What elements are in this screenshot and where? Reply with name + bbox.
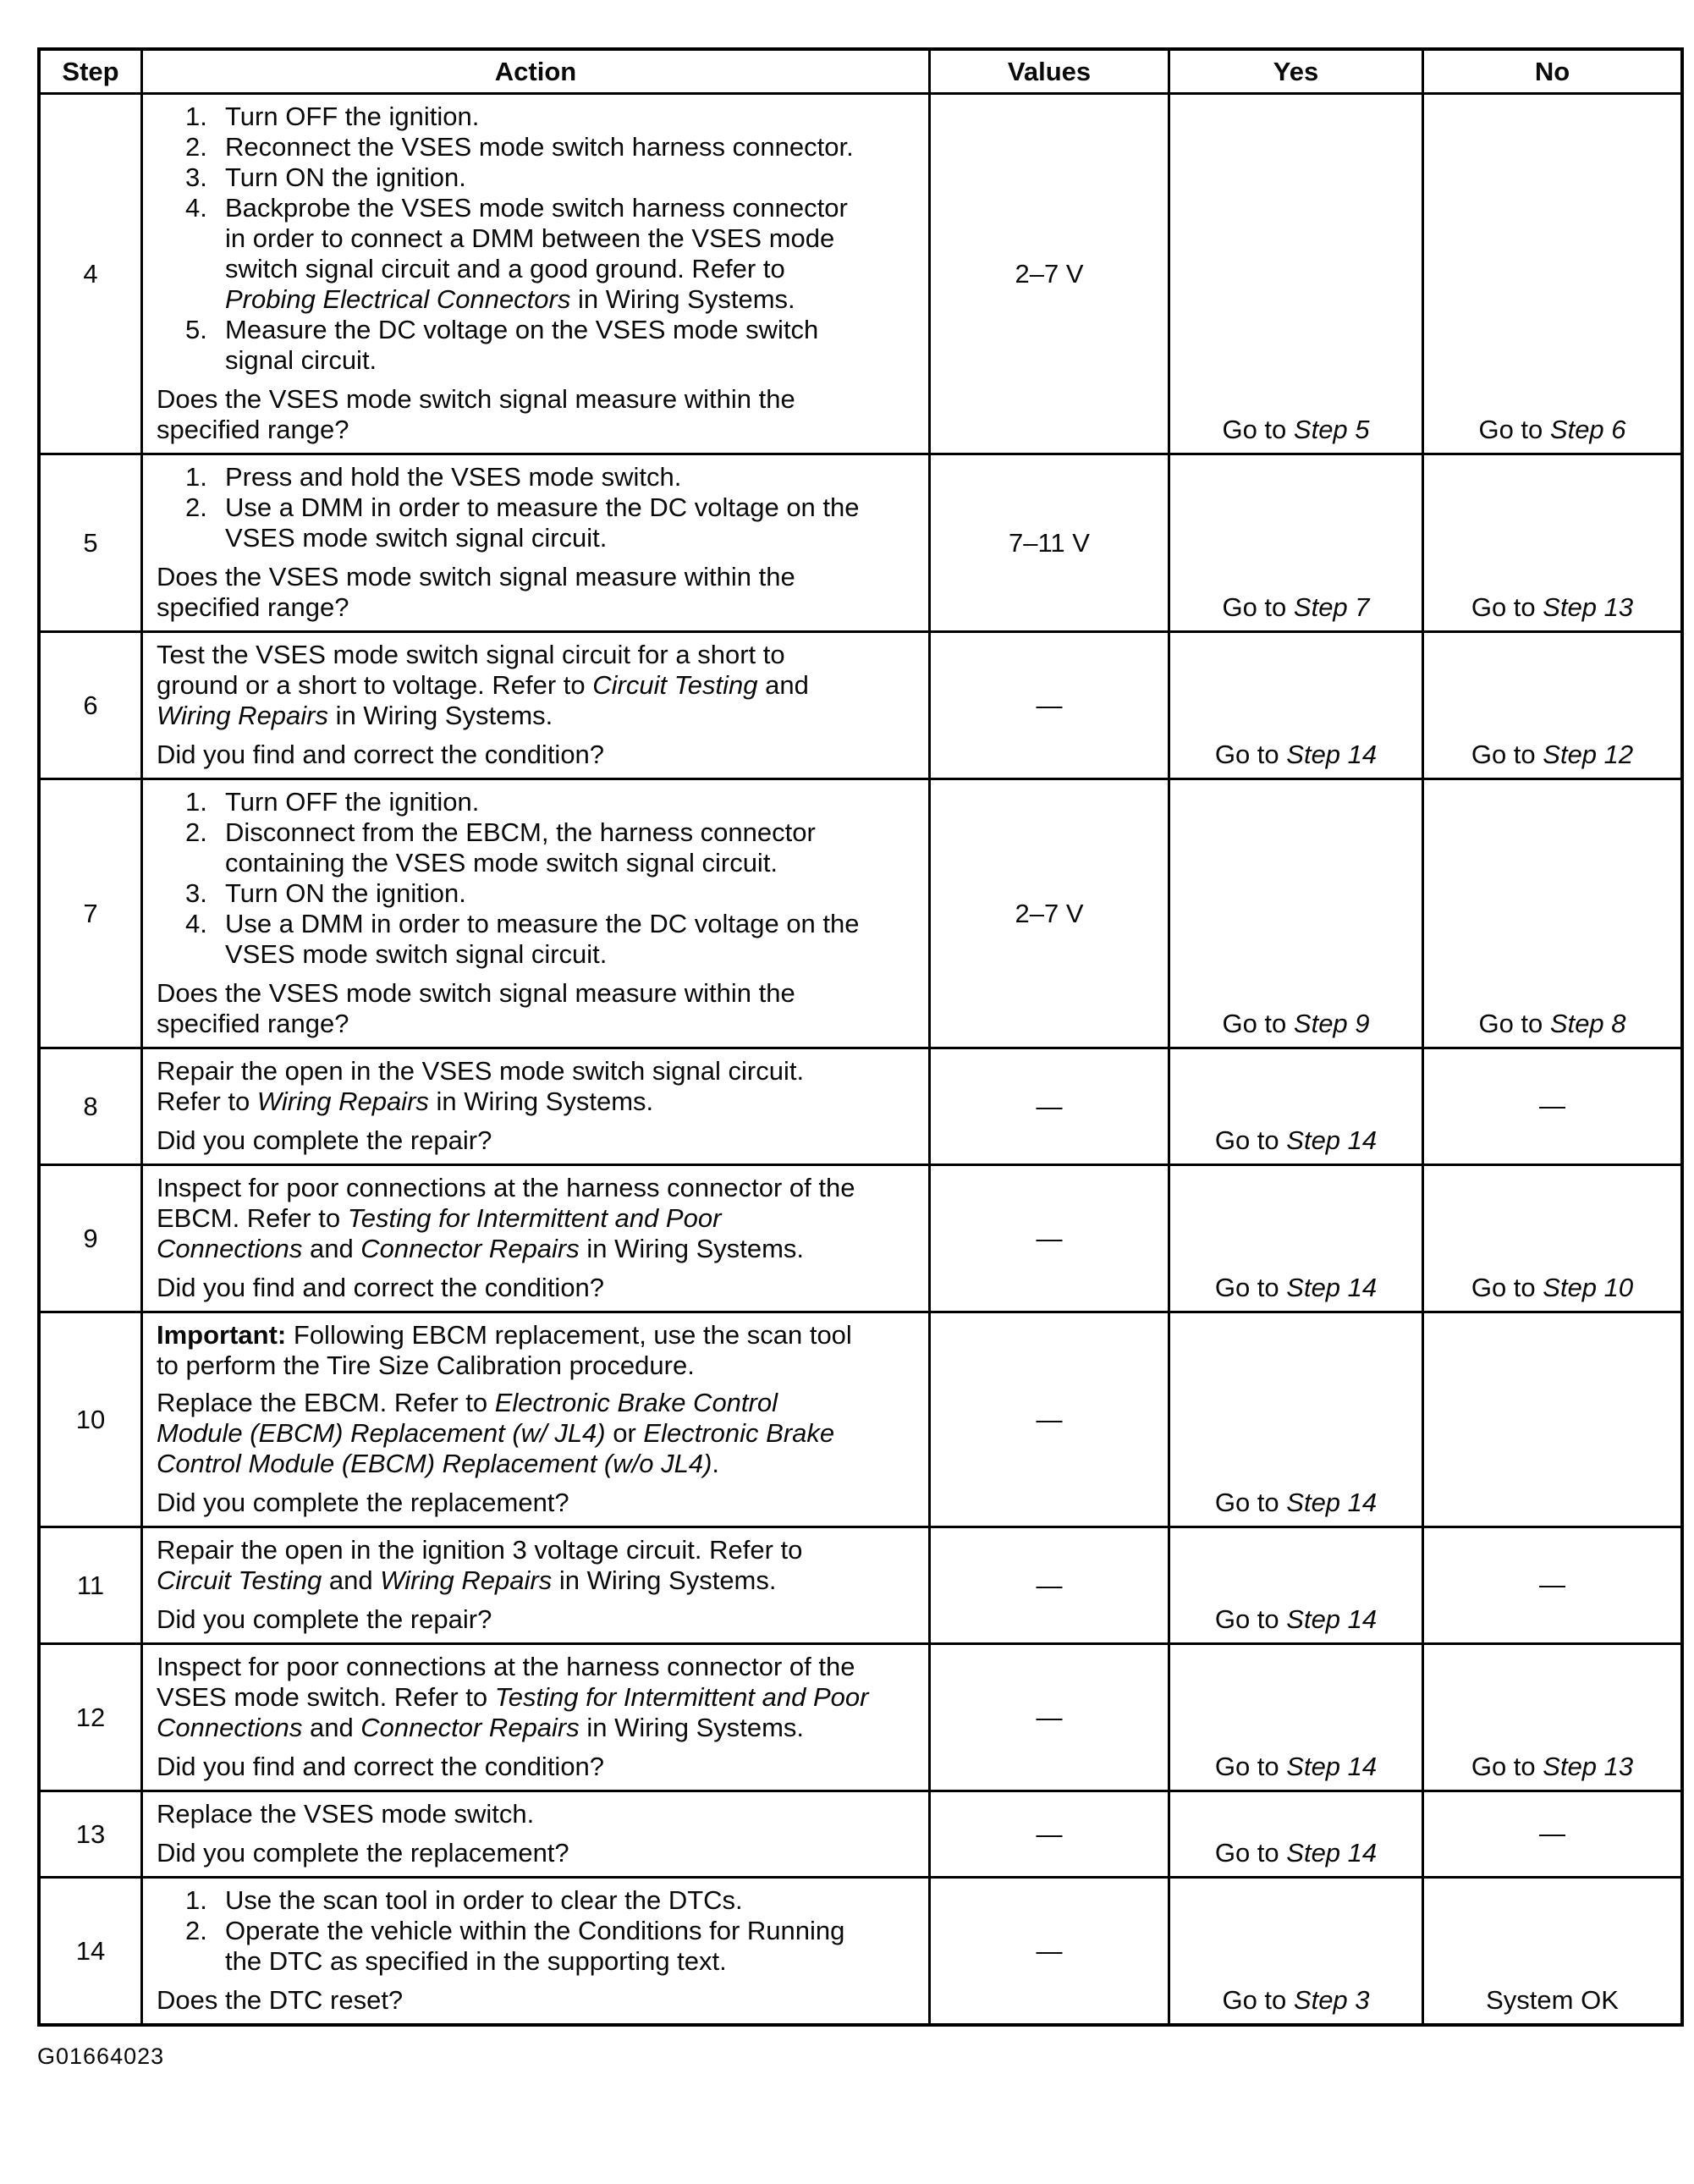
action-list-item — [185, 878, 869, 909]
yes-cell-text — [1222, 415, 1369, 445]
text-segment: Go to — [1214, 1838, 1287, 1868]
list-item-number: 4. — [185, 193, 207, 223]
list-item-text — [225, 132, 869, 162]
question-text — [157, 384, 869, 445]
yes-cell — [1168, 1792, 1422, 1876]
action-cell — [140, 1792, 928, 1876]
action-cell — [140, 1528, 928, 1642]
col-header-step: Step — [62, 57, 119, 86]
step-number: 10 — [75, 1404, 106, 1434]
no-cell — [1422, 1528, 1680, 1642]
text-segment: Disconnect from the EBCM, the harness connector containing the VSES mode switch signal circuit. — [225, 817, 816, 877]
col-header-yes: Yes — [1168, 51, 1422, 92]
text-segment: Did you find and correct the condition? — [157, 1273, 605, 1302]
action-instructions — [157, 1799, 869, 1829]
list-item-text — [225, 1885, 869, 1916]
step-number: 8 — [83, 1091, 98, 1121]
text-segment: Wiring Repairs — [380, 1565, 553, 1595]
text-segment: Step 7 — [1293, 592, 1370, 622]
action-list-item — [185, 102, 869, 132]
list-item-text — [225, 817, 869, 878]
col-header-no: No — [1422, 51, 1680, 92]
text-segment: Testing for Intermittent and Poor Connections — [157, 1203, 722, 1263]
step-number: 9 — [83, 1223, 98, 1253]
no-cell-text — [1471, 1273, 1633, 1303]
table-row-step-12 — [41, 1642, 1680, 1790]
step-number: 5 — [83, 527, 98, 558]
action-numbered-list — [157, 787, 869, 970]
list-item-text — [225, 102, 869, 132]
question-text — [157, 1985, 869, 2016]
yes-cell-text — [1215, 1604, 1377, 1635]
text-segment: Use a DMM in order to measure the DC voltage on the VSES mode switch signal circuit. — [225, 492, 860, 553]
text-segment: Step 14 — [1286, 1125, 1378, 1155]
yes-cell — [1168, 1313, 1422, 1526]
text-segment: Step 6 — [1549, 415, 1626, 444]
text-segment: Repair the open in the VSES mode switch signal circuit. Refer to — [157, 1056, 805, 1116]
text-segment: Step 12 — [1543, 740, 1634, 769]
table-header-row — [41, 51, 1680, 92]
yes-cell-text — [1215, 1273, 1377, 1303]
text-segment: Go to — [1471, 1752, 1543, 1781]
step-number: 7 — [83, 898, 98, 928]
figure-id: G01664023 — [37, 2044, 165, 2069]
question-text — [157, 1273, 869, 1303]
list-item-number: 1. — [185, 462, 207, 492]
text-segment: Does the VSES mode switch signal measure within the specified range? — [157, 562, 795, 622]
text-segment: and — [322, 1565, 381, 1595]
action-instructions — [157, 1652, 869, 1743]
table-row-step-8 — [41, 1047, 1680, 1164]
text-segment: Go to — [1214, 1752, 1287, 1781]
action-instructions — [157, 102, 869, 376]
action-list-item — [185, 193, 869, 315]
table-row-step-4 — [41, 92, 1680, 453]
action-list-item — [185, 787, 869, 817]
list-item-text — [225, 787, 869, 817]
action-instructions — [157, 640, 869, 731]
text-segment: Connector Repairs — [360, 1234, 580, 1263]
diagnostic-table — [37, 47, 1684, 2027]
text-segment: Step 13 — [1543, 592, 1634, 622]
list-item-number: 3. — [185, 162, 207, 192]
action-list-item — [185, 1885, 869, 1916]
text-segment: Wiring Repairs — [256, 1086, 429, 1116]
step-number: 12 — [75, 1702, 106, 1732]
text-segment: Go to — [1222, 1009, 1294, 1038]
list-item-text — [225, 1916, 869, 1977]
list-item-number: 2. — [185, 492, 207, 522]
yes-cell — [1168, 1645, 1422, 1790]
list-item-number: 2. — [185, 1916, 207, 1945]
action-list-item — [185, 315, 869, 376]
text-segment: Go to — [1471, 740, 1543, 769]
action-list-item — [185, 817, 869, 878]
values-cell: — — [928, 1166, 1168, 1311]
table-row-step-7 — [41, 778, 1680, 1047]
step-number: 11 — [76, 1570, 105, 1600]
text-segment: and — [302, 1713, 361, 1742]
question-text — [157, 1488, 869, 1518]
text-segment: in Wiring Systems. — [579, 1234, 805, 1263]
yes-cell — [1168, 1879, 1422, 2023]
action-numbered-list — [157, 462, 869, 553]
no-cell-text — [1539, 1818, 1565, 1849]
text-segment: or — [605, 1418, 644, 1448]
action-instructions — [157, 1056, 869, 1117]
values-cell: — — [928, 1792, 1168, 1876]
text-segment: Test the VSES mode switch signal circuit for a short to ground or a short to voltage. Refer to — [157, 640, 785, 700]
action-numbered-list — [157, 1885, 869, 1977]
action-list-item — [185, 909, 869, 970]
list-item-number: 2. — [185, 132, 207, 162]
text-segment: Did you complete the replacement? — [157, 1488, 569, 1517]
action-cell — [140, 1049, 928, 1164]
no-cell-text — [1539, 1091, 1565, 1121]
no-cell-text — [1471, 740, 1633, 770]
no-cell — [1422, 455, 1680, 630]
text-segment: Following EBCM replacement, use the scan tool to perform the Tire Size Calibration procedure. — [157, 1320, 852, 1380]
action-instructions — [157, 787, 869, 970]
text-segment: Turn OFF the ignition. — [225, 102, 480, 131]
text-segment: Step 5 — [1293, 415, 1370, 444]
list-item-number: 1. — [185, 1885, 207, 1915]
text-segment: Go to — [1222, 1985, 1294, 2015]
action-paragraph — [157, 1056, 869, 1117]
yes-cell-text — [1222, 1009, 1369, 1039]
yes-cell-text — [1215, 1838, 1377, 1868]
text-segment: Step 14 — [1286, 1604, 1378, 1634]
table-row-step-13 — [41, 1790, 1680, 1876]
action-cell — [140, 1879, 928, 2023]
text-segment: Step 14 — [1286, 740, 1378, 769]
text-segment: . — [712, 1449, 720, 1478]
no-cell-text — [1486, 1985, 1619, 2016]
yes-cell-text — [1215, 740, 1377, 770]
text-segment: Electronic Brake Control Module (EBCM) Replacement (w/ JL4) — [157, 1388, 778, 1448]
text-segment: Did you complete the repair? — [157, 1125, 492, 1155]
list-item-text — [225, 193, 869, 315]
yes-cell-text — [1222, 1985, 1369, 2016]
text-segment: Go to — [1214, 1125, 1287, 1155]
action-instructions — [157, 1535, 869, 1596]
no-cell — [1422, 1792, 1680, 1876]
step-number: 14 — [75, 1935, 106, 1966]
text-segment: Step 14 — [1286, 1273, 1378, 1302]
text-segment: Backprobe the VSES mode switch harness connector in order to connect a DMM between the VSES mode switch signal circuit and a good ground. Refer to — [225, 193, 848, 283]
no-cell — [1422, 95, 1680, 453]
list-item-number: 3. — [185, 878, 207, 908]
list-item-text — [225, 462, 869, 492]
text-segment: Step 14 — [1286, 1838, 1378, 1868]
text-segment: — — [1539, 1570, 1565, 1599]
text-segment: Turn ON the ignition. — [225, 878, 466, 908]
no-cell-text — [1539, 1570, 1565, 1600]
text-segment: in Wiring Systems. — [579, 1713, 805, 1742]
action-paragraph — [157, 1388, 869, 1479]
question-text — [157, 562, 869, 623]
no-cell-text — [1471, 1752, 1633, 1782]
list-item-text — [225, 162, 869, 193]
values-cell: — — [928, 633, 1168, 778]
action-paragraph — [157, 1173, 869, 1264]
values-cell: 2–7 V — [928, 780, 1168, 1047]
step-number: 4 — [83, 258, 98, 289]
action-paragraph — [157, 640, 869, 731]
text-segment: Step 14 — [1286, 1488, 1378, 1517]
text-segment: Testing for Intermittent and Poor Connections — [157, 1682, 869, 1742]
text-segment: Step 9 — [1293, 1009, 1370, 1038]
text-segment: Did you find and correct the condition? — [157, 1752, 605, 1781]
action-instructions — [157, 1885, 869, 1977]
table-row-step-10 — [41, 1311, 1680, 1526]
yes-cell — [1168, 1166, 1422, 1311]
text-segment: Turn ON the ignition. — [225, 162, 466, 192]
text-segment: Go to — [1214, 1488, 1287, 1517]
text-segment: Did you complete the replacement? — [157, 1838, 569, 1868]
text-segment: Electronic Brake Control Module (EBCM) Replacement (w/o JL4) — [157, 1418, 835, 1478]
action-cell — [140, 1645, 928, 1790]
values-cell: — — [928, 1645, 1168, 1790]
action-paragraph — [157, 1652, 869, 1743]
action-list-item — [185, 492, 869, 553]
text-segment: Go to — [1214, 1604, 1287, 1634]
action-cell — [140, 633, 928, 778]
text-segment: Circuit Testing — [157, 1565, 322, 1595]
step-number: 6 — [83, 690, 98, 720]
yes-cell — [1168, 1049, 1422, 1164]
action-cell — [140, 1313, 928, 1526]
table-row-step-14 — [41, 1876, 1680, 2023]
action-list-item — [185, 162, 869, 193]
table-row-step-5 — [41, 453, 1680, 630]
action-list-item — [185, 132, 869, 162]
action-cell — [140, 780, 928, 1047]
action-list-item — [185, 1916, 869, 1977]
no-cell — [1422, 1166, 1680, 1311]
text-segment: Step 13 — [1543, 1752, 1634, 1781]
yes-cell — [1168, 1528, 1422, 1642]
text-segment: Go to — [1471, 592, 1543, 622]
text-segment: Go to — [1214, 740, 1287, 769]
text-segment: Probing Electrical Connectors — [225, 284, 571, 314]
no-cell-text — [1471, 592, 1633, 623]
text-segment: Go to — [1478, 1009, 1550, 1038]
text-segment: Did you find and correct the condition? — [157, 740, 605, 769]
no-cell — [1422, 780, 1680, 1047]
yes-cell — [1168, 455, 1422, 630]
text-segment: Wiring Repairs — [157, 701, 328, 730]
list-item-number: 1. — [185, 102, 207, 131]
list-item-number: 5. — [185, 315, 207, 344]
text-segment: Use a DMM in order to measure the DC voltage on the VSES mode switch signal circuit. — [225, 909, 860, 969]
text-segment: Circuit Testing — [592, 670, 758, 700]
values-cell: — — [928, 1879, 1168, 2023]
text-segment: Press and hold the VSES mode switch. — [225, 462, 682, 492]
text-segment: Repair the open in the ignition 3 voltage circuit. Refer to — [157, 1535, 803, 1565]
action-instructions — [157, 1320, 869, 1479]
text-segment: Go to — [1478, 415, 1550, 444]
values-cell: 2–7 V — [928, 95, 1168, 453]
text-segment: Reconnect the VSES mode switch harness connector. — [225, 132, 854, 162]
list-item-text — [225, 878, 869, 909]
text-segment: — — [1539, 1818, 1565, 1848]
text-segment: Go to — [1214, 1273, 1287, 1302]
action-numbered-list — [157, 102, 869, 376]
list-item-number: 4. — [185, 909, 207, 938]
question-text — [157, 978, 869, 1039]
list-item-text — [225, 315, 869, 376]
no-cell — [1422, 1645, 1680, 1790]
col-header-values: Values — [928, 51, 1168, 92]
values-cell: — — [928, 1313, 1168, 1526]
action-paragraph — [157, 1320, 869, 1381]
text-segment: in Wiring Systems. — [552, 1565, 777, 1595]
yes-cell-text — [1215, 1752, 1377, 1782]
values-cell: 7–11 V — [928, 455, 1168, 630]
yes-cell-text — [1215, 1125, 1377, 1156]
list-item-text — [225, 492, 869, 553]
yes-cell-text — [1222, 592, 1369, 623]
question-text — [157, 1838, 869, 1868]
no-cell — [1422, 1313, 1680, 1526]
text-segment: Did you complete the repair? — [157, 1604, 492, 1634]
text-segment: Connector Repairs — [360, 1713, 580, 1742]
values-cell: — — [928, 1049, 1168, 1164]
list-item-number: 2. — [185, 817, 207, 847]
table-row-step-6 — [41, 630, 1680, 778]
text-segment: Inspect for poor connections at the harness connector of the EBCM. Refer to — [157, 1173, 855, 1233]
action-paragraph — [157, 1799, 869, 1829]
question-text — [157, 1604, 869, 1635]
text-segment: Inspect for poor connections at the harness connector of the VSES mode switch. Refer to — [157, 1652, 855, 1712]
text-segment: in Wiring Systems. — [570, 284, 795, 314]
text-segment: Go to — [1222, 592, 1294, 622]
text-segment: in Wiring Systems. — [428, 1086, 654, 1116]
values-cell: — — [928, 1528, 1168, 1642]
text-segment: Does the VSES mode switch signal measure within the specified range? — [157, 978, 795, 1038]
text-segment: Operate the vehicle within the Conditions for Running the DTC as specified in the supporting text. — [225, 1916, 845, 1976]
action-paragraph — [157, 1535, 869, 1596]
action-list-item — [185, 462, 869, 492]
question-text — [157, 740, 869, 770]
no-cell — [1422, 1049, 1680, 1164]
text-segment: Go to — [1222, 415, 1294, 444]
text-segment: Turn OFF the ignition. — [225, 787, 480, 817]
yes-cell-text — [1215, 1488, 1377, 1518]
text-segment: — — [1539, 1091, 1565, 1120]
list-item-text — [225, 909, 869, 970]
yes-cell — [1168, 95, 1422, 453]
question-text — [157, 1752, 869, 1782]
yes-cell — [1168, 780, 1422, 1047]
text-segment: Step 10 — [1543, 1273, 1634, 1302]
table-body — [41, 92, 1680, 2023]
text-segment: Go to — [1471, 1273, 1543, 1302]
text-segment: Use the scan tool in order to clear the DTCs. — [225, 1885, 743, 1915]
yes-cell — [1168, 633, 1422, 778]
col-header-action: Action — [140, 51, 928, 92]
text-segment: Step 3 — [1293, 1985, 1370, 2015]
action-cell — [140, 455, 928, 630]
text-segment: in Wiring Systems. — [328, 701, 553, 730]
document-page — [0, 47, 1694, 2184]
text-segment: System OK — [1486, 1985, 1619, 2015]
list-item-number: 1. — [185, 787, 207, 817]
action-cell — [140, 1166, 928, 1311]
text-segment: and — [302, 1234, 361, 1263]
action-instructions — [157, 462, 869, 553]
action-instructions — [157, 1173, 869, 1264]
text-segment: Important: — [157, 1320, 287, 1350]
no-cell — [1422, 1879, 1680, 2023]
text-segment: Does the DTC reset? — [157, 1985, 404, 2015]
table-row-step-11 — [41, 1526, 1680, 1642]
step-number: 13 — [75, 1818, 106, 1849]
question-text — [157, 1125, 869, 1156]
no-cell-text — [1478, 1009, 1625, 1039]
text-segment: Does the VSES mode switch signal measure within the specified range? — [157, 384, 795, 444]
text-segment: Replace the EBCM. Refer to — [157, 1388, 495, 1417]
table-row-step-9 — [41, 1164, 1680, 1311]
no-cell — [1422, 633, 1680, 778]
action-cell — [140, 95, 928, 453]
no-cell-text — [1478, 415, 1625, 445]
text-segment: and — [757, 670, 809, 700]
text-segment: Measure the DC voltage on the VSES mode switch signal circuit. — [225, 315, 819, 375]
text-segment: Step 8 — [1549, 1009, 1626, 1038]
text-segment: Replace the VSES mode switch. — [157, 1799, 535, 1829]
text-segment: Step 14 — [1286, 1752, 1378, 1781]
